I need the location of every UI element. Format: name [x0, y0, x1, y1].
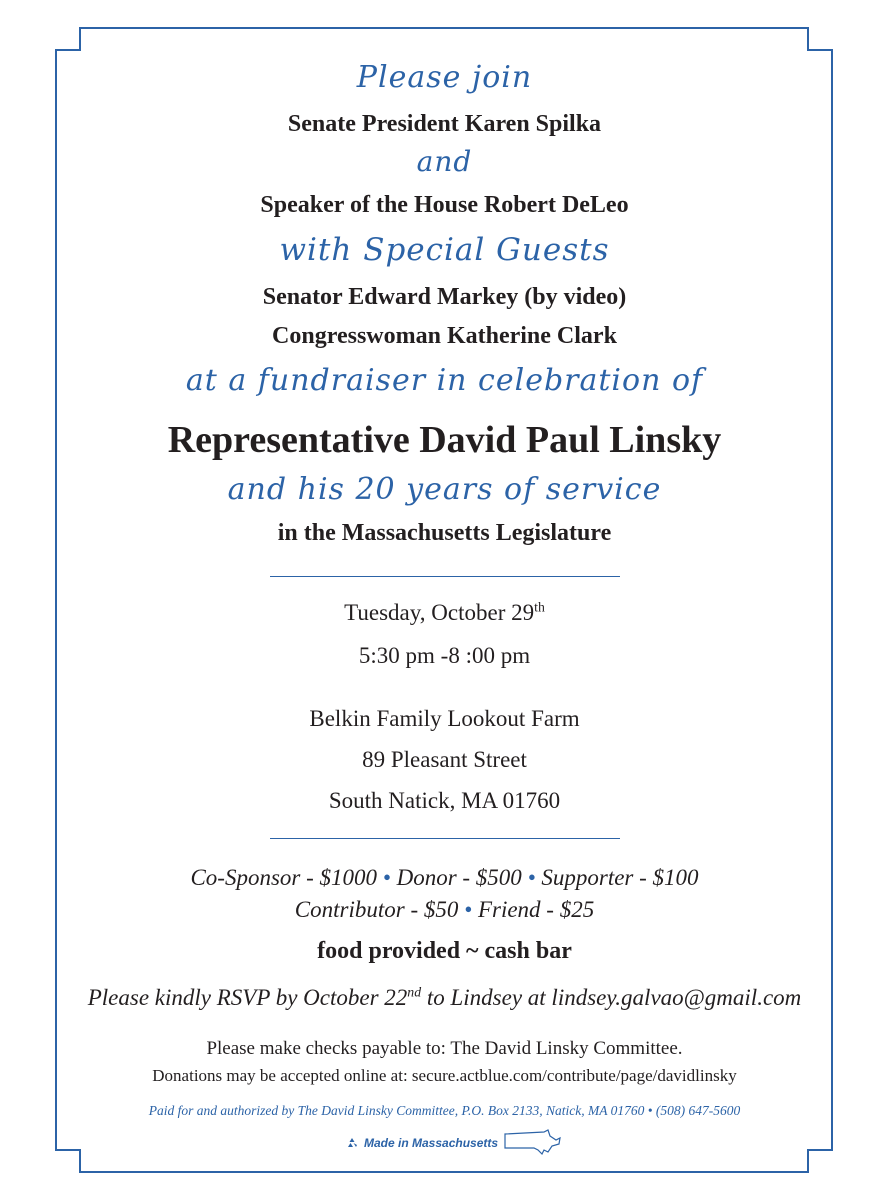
level-friend: Friend - $25 [477, 897, 595, 922]
and-connector: and [416, 145, 473, 178]
divider-bottom [270, 838, 620, 839]
venue-street: 89 Pleasant Street [362, 747, 527, 772]
guest-congresswoman: Congresswoman Katherine Clark [272, 323, 617, 349]
years-of-service-heading: and his 20 years of service [227, 472, 662, 507]
level-co-sponsor: Co-Sponsor - $1000 [190, 865, 378, 890]
host-speaker: Speaker of the House Robert DeLeo [260, 192, 629, 218]
guest-senator: Senator Edward Markey (by video) [262, 284, 627, 310]
event-date-suffix: th [534, 599, 545, 615]
made-in-massachusetts-mark [346, 1126, 562, 1160]
divider-top [270, 576, 620, 577]
please-join-heading: Please join [356, 60, 533, 95]
level-donor: Donor - $500 [396, 865, 522, 890]
level-contributor: Contributor - $50 [294, 897, 459, 922]
massachusetts-map-icon [504, 1128, 562, 1158]
host-senate-president: Senate President Karen Spilka [287, 111, 602, 137]
rsvp-contact: to Lindsey at lindsey.galvao@gmail.com [421, 985, 802, 1010]
online-donation-note: Donations may be accepted online at: secure.actblue.com/contribute/page/davidlinsky [152, 1066, 737, 1085]
rsvp-line [0, 985, 889, 1011]
sponsorship-levels-row2 [0, 897, 889, 923]
level-separator: • [527, 865, 536, 890]
level-supporter: Supporter - $100 [541, 865, 699, 890]
legislature-line: in the Massachusetts Legislature [277, 520, 612, 546]
event-date [0, 600, 889, 626]
made-in-text: Made in Massachusetts [364, 1136, 499, 1150]
venue-city: South Natick, MA 01760 [328, 788, 561, 813]
fundraiser-heading: at a fundraiser in celebration of [185, 363, 704, 398]
recycle-icon [346, 1137, 358, 1149]
venue-name: Belkin Family Lookout Farm [309, 706, 580, 731]
sponsorship-levels-row1 [0, 865, 889, 891]
event-time: 5:30 pm -8 :00 pm [358, 643, 531, 668]
food-note: food provided ~ cash bar [317, 938, 572, 964]
checks-payable-note: Please make checks payable to: The David Linsky Committee. [206, 1038, 683, 1059]
rsvp-date-suffix: nd [407, 984, 422, 1000]
paid-for-disclaimer: Paid for and authorized by The David Linsky Committee, P.O. Box 2133, Natick, MA 01760 • (508) 647-5600 [148, 1103, 741, 1118]
rsvp-prefix: Please kindly RSVP by October 22 [87, 985, 408, 1010]
event-date-text: Tuesday, October 29 [344, 600, 535, 625]
special-guests-heading: with Special Guests [279, 232, 610, 268]
honoree-name: Representative David Paul Linsky [167, 419, 722, 461]
level-separator: • [464, 897, 473, 922]
level-separator: • [382, 865, 391, 890]
